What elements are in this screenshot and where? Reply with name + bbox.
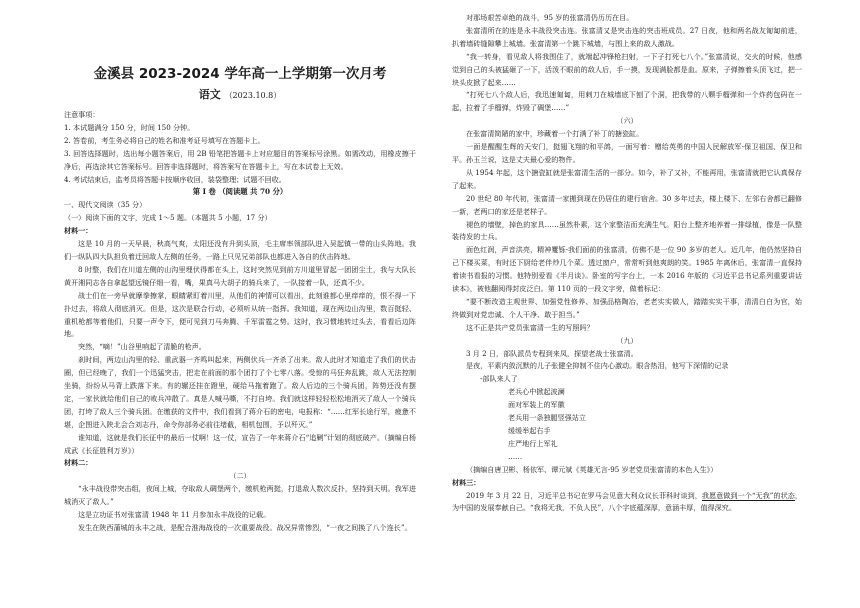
underlined-phrase: 我愿意做到一 bbox=[701, 490, 745, 500]
subject: 语文 bbox=[198, 88, 221, 101]
exam-date: （2023.10.8） bbox=[224, 91, 282, 100]
material3-text: ，为中国的发展奉献自己。“我将无我，不负人民”，八个字底蕴深厚，意涵丰厚，值得深究。 bbox=[452, 490, 802, 513]
right-paragraph: 对那场艰苦卓绝的战斗，95 岁的张富清仍历历在目。 bbox=[466, 13, 634, 22]
right-paragraph: 面色红润，声音洪亮，精神矍铄-我们面前的张富清，仿佛不是一位 90 多岁的老人。近几年，他仍然坚持自己下楼买菜，有时还下厨给老伴炒几个菜。透过窗户，常常听到他爽朗的笑。1985 年离休后，张富清一直保持着读书看报的习惯。他特别爱看《半月谈》。卧室的写字台上，一本 2016 年版的《习近平总书记系列重要讲话读本》，被他翻阅得封皮泛白。第 110 页的一段文字旁，做着标记： bbox=[452, 245, 802, 294]
note-item: 4. 考试结束后，监考员将答题卡按顺序收回，装袋整理；试题不回收。 bbox=[64, 174, 286, 184]
exam-title: 金溪县 2023-2024 学年高一上学期第一次月考 bbox=[93, 66, 387, 82]
material3-label: 材料三： bbox=[452, 477, 481, 487]
notes-heading: 注意事项： bbox=[64, 110, 100, 119]
poem-intro: -部队来人了 bbox=[480, 374, 518, 384]
material2-paragraph: 发生在陕西蒲城的永丰之战，是配合淮海战役的一次重要战役。战况异常惨烈，“一夜之间换了八个连长”。 bbox=[78, 523, 412, 532]
right-paragraph: 3 月 2 日，部队派员专程到来凤，探望老战士张富清。 bbox=[466, 348, 638, 358]
poem-line: 缓缓举起右手 bbox=[508, 426, 551, 435]
material3-text: 2019 年 3 月 22 日，习近平总书记在罗马会见意大利众议长菲科时谈到， bbox=[466, 490, 702, 500]
material1-paragraph: 这是 10 月的一天早晨，秋高气爽，太阳还没有升到头顶，毛主席率领部队进入吴起镇一带的山头阵地。我们一纵队四大队担负着迁回敌人左侧的任务，一路上只见兄弟部队也都进入各自的伏击阵地。 bbox=[64, 239, 416, 261]
note-item: 1. 本试题满分 150 分，时间 150 分钟。 bbox=[64, 122, 195, 132]
right-paragraph: “打死七八个敌人后，我迅速匍匐，用刺刀在城墙底下刨了个洞，把我带的八颗手榴弹和一个炸药包码在一起，拉着了手榴弹，炸毁了碉堡……” bbox=[452, 90, 802, 113]
material1-paragraph: 突然，“嘀！”山谷里响起了清脆的枪声。 bbox=[78, 342, 206, 352]
poem-line: 庄严地行上军礼 bbox=[508, 438, 558, 448]
poem-line: …… bbox=[508, 451, 523, 461]
left-column bbox=[64, 66, 416, 535]
right-paragraph: 20 世纪 80 年代初，张富清一家搬到现在仍居住的建行宿舍。30 多年过去，楼上楼下、左邻右舍都已翻修一新，老两口的家还是老样子。 bbox=[452, 193, 802, 216]
material2-paragraph: “永丰战役带突击组，夜间上城，夺取敌人碉堡两个，缴机枪两挺，打退敌人数次反扑，坚持到天明。我军进城消灭了敌人。” bbox=[64, 484, 416, 507]
material3-paragraph bbox=[452, 490, 802, 516]
underlined-phrase: 个“无我”的状态 bbox=[744, 490, 795, 500]
material2-paragraph: 这是立功证书对张富清 1948 年 11 月参加永丰战役的记载。 bbox=[78, 510, 271, 520]
poem-line: 面对军装上的军徽 bbox=[508, 400, 565, 410]
material1-label: 材料一： bbox=[64, 226, 93, 236]
right-paragraph: 从 1954 年起，这个搪瓷缸就是张富清生活的一部分。如今，补了又补，不能再用，张富清就把它认真保存了起来。 bbox=[452, 167, 802, 190]
material1-paragraph: 战士们在一旁早就摩拳擦掌，眼睛紧盯着川里，从他们的神情可以看出，此刻谁都心里痒痒的，恨不得一下扑过去，将敌人彻底消灭。但是，这次是联合行动，必须听从统一指挥。我知道，现在两边山沟里，数百挺轻、重机枪都等着他们，只要一声令下，便可见到刀马奔腾、千军雷霆之势。这时，我习惯地转过头去，看看后边阵地。 bbox=[64, 290, 416, 339]
source-citation: （摘编自唐卫彬、杨依军、谭元斌《英雄无言-95 岁老党员张富清的本色人生》） bbox=[466, 464, 718, 474]
material1-paragraph: 8 时整，我们在川道左侧的山沟里埋伏得都在头上，这时突然见到前方川道里冒起一团团尘土，我与大队长黄开湘同志各自拿起望远镜仔细一看，嘴，果真马大胡子的骑兵来了，一队接着一队，还真不少。 bbox=[64, 264, 416, 287]
right-paragraph: 褪色的墙壁，掉色的家具……虽然朴素，这个家整洁而充满生气。阳台上整齐地养着一排绿植，像是一队整装待发的士兵。 bbox=[452, 219, 802, 242]
note-item: 2. 答卷前，考生务必将自己的姓名和准考证号填写在答题卡上。 bbox=[64, 135, 265, 145]
right-paragraph: 张富清所在的连是永丰战役突击连。张富清又是突击连的突击班成员。27 日夜，他和两名战友匍匐前进，扒着墙砖缝隙攀上城墙。张富清第一个跳下城墙，与围上来的敌人激战。 bbox=[452, 25, 802, 48]
material1-paragraph: 刹时间，两边山沟里的轻、重武器一齐鸣叫起来，两侧伏兵一齐杀了出来。敌人此时才知道走了我们的伏击圈，但已经晚了，我们一个迅猛突击，把走在前面的那个团打了个七零八落。受惊的马狂奔乱跳，敌人无法控制坐骑，纷纷从马背上跌落下来。有的辗还挂在蹬里，硬给马拖着跑了。敌人后边的三个骑兵团，阵势还没有摆定，一家伙就给他们自己的败兵冲散了。真是人喊马嘶，不打自垮。我们就这样轻轻松松地消灭了敌人一个骑兵团，打垮了敌人三个骑兵团。在缴获的文件中，我们看到了蒋介石的密电，电报称：“……红军长途行军，疲惫不堪，企图进入陕北会合刘志丹，命令你部务必前往堵截，相机包围，予以歼灭。” bbox=[64, 355, 416, 429]
part1-title: 第 Ⅰ 卷 （阅读题 共 70 分） bbox=[192, 187, 288, 197]
material2-label: 材料二： bbox=[64, 458, 93, 468]
subject-line bbox=[64, 88, 416, 103]
section-heading: 一、现代文阅读（35 分） bbox=[64, 200, 147, 210]
poem-line: 老兵心中掀起波澜 bbox=[508, 387, 565, 397]
note-item: 3. 回答选择题时，选出每小题答案后，用 2B 铅笔把答题卡上对应题目的答案标号涂黑。如需改动，用橡皮擦干净后，再选涂其它答案标号。回答非选择题时，将答案写在答题卡上，写在本试卷上无效。 bbox=[64, 148, 416, 171]
right-paragraph: “我一转身，看见敌人将我围住了，就端起冲锋枪扫射，一下子打死七八个。”张富清说，交火的时候，他感觉到自己的头被猛砸了一下，活泼不眼前的敌人后，手一摸，发现满脸都是血。原来，子弹擦着头顶飞过，把一块头皮掀了起来…… bbox=[452, 51, 802, 87]
poem-line: 老兵用一条独腿竖强站立 bbox=[508, 413, 587, 423]
material2-subsection: （二） bbox=[229, 471, 251, 481]
right-column bbox=[452, 12, 802, 515]
right-paragraph: 这不正是共产党员张富清一生的写照吗？ bbox=[466, 322, 594, 332]
section-subheading: （一）阅读下面的文字，完成 1～5 题。（本题共 5 小题，17 分） bbox=[64, 213, 272, 223]
right-paragraph: 是夜，平素内敛沉默的儿子张健全抑制不住内心激动。眼含热泪，他写下深情的记录 bbox=[466, 361, 729, 371]
material1-paragraph: 谁知道，这就是我们长征中的最后一仗啊！这一仗，宣告了一年来蒋介石“追剿”计划的彻底破产。（摘编自杨成武《长征胜利万岁》） bbox=[64, 432, 416, 455]
subsection-6: （六） bbox=[616, 116, 638, 126]
quote-paragraph: “要不断改造主观世界、加强党性修养、加强品格陶冶，老老实实做人，踏踏实实干事，清清白白为官，始终做到对党忠诚、个人干净、敢于担当。” bbox=[452, 296, 802, 319]
subsection-9: （九） bbox=[616, 335, 638, 345]
right-paragraph: 一面是醒醒生辉的天安门，挺翅飞翔的和平鸽，一面写着：赠给英勇的中国人民解放军-保卫祖国、保卫和平。孙玉兰说，这是丈夫最心爱的物件。 bbox=[452, 142, 802, 164]
right-paragraph: 在张富清简陋的家中，珍藏着一个打满了补丁的搪瓷缸。 bbox=[466, 129, 644, 139]
